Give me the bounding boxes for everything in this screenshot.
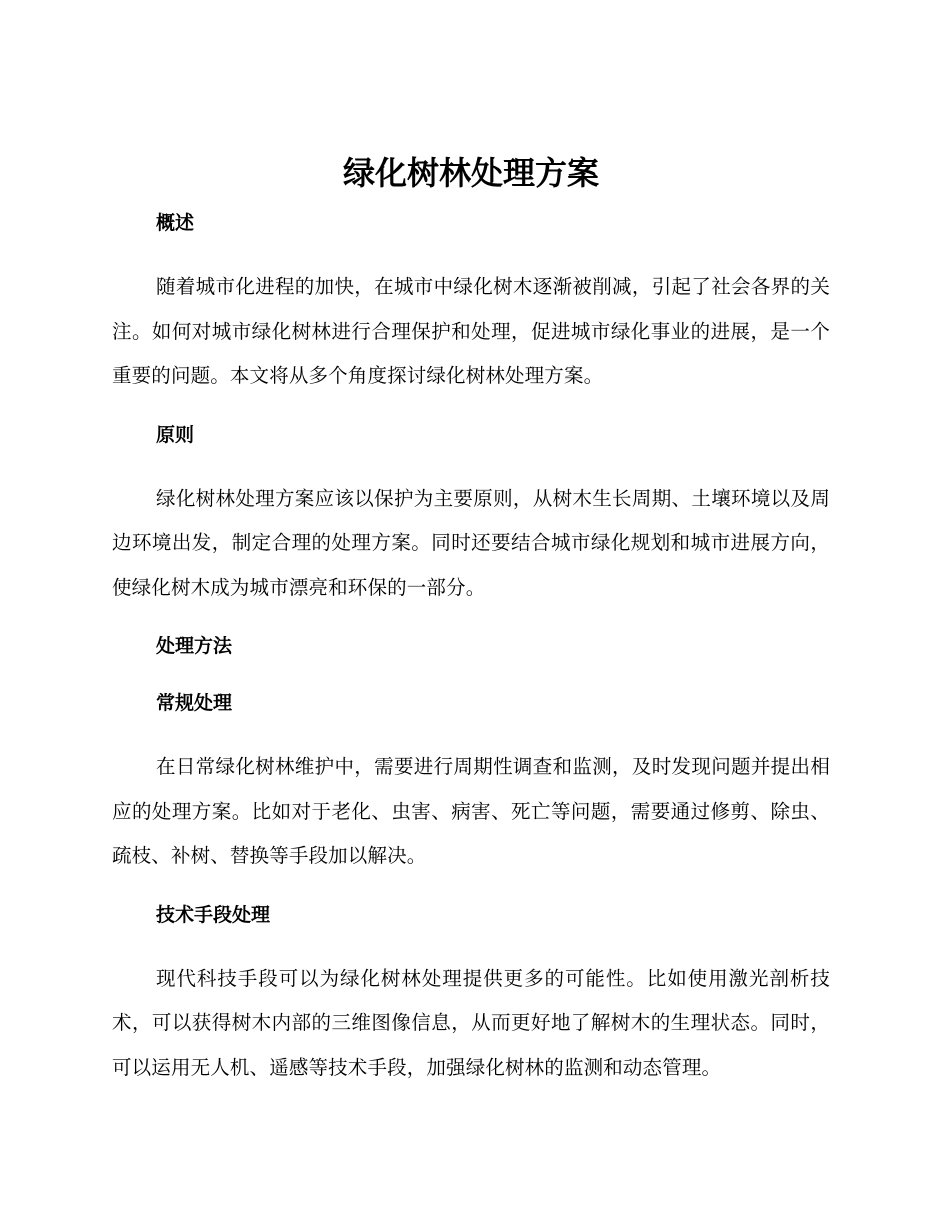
paragraph-routine: 在日常绿化树林维护中，需要进行周期性调查和监测，及时发现问题并提出相应的处理方案。比如对于老化、虫害、病害、死亡等问题，需要通过修剪、除虫、疏枝、补树、替换等手段加以解决。 — [112, 755, 830, 867]
paragraph-principles: 绿化树林处理方案应该以保护为主要原则，从树木生长周期、土壤环境以及周边环境出发，制定合理的处理方案。同时还要结合城市绿化规划和城市进展方向，使绿化树木成为城市漂亮和环保的一部分。 — [112, 486, 830, 599]
section-heading-routine: 常规处理 — [156, 692, 233, 714]
document-title: 绿化树林处理方案 — [342, 154, 599, 192]
section-heading-overview: 概述 — [156, 212, 195, 234]
paragraph-technology: 现代科技手段可以为绿化树林处理提供更多的可能性。比如使用激光剖析技术，可以获得树木内部的三维图像信息，从而更好地了解树木的生理状态。同时，可以运用无人机、遥感等技术手段，加强绿化树林的监测和动态管理。 — [112, 966, 830, 1079]
section-heading-principles: 原则 — [156, 423, 195, 446]
section-heading-methods: 处理方法 — [156, 635, 233, 657]
paragraph-overview: 随着城市化进程的加快，在城市中绿化树木逐渐被削减，引起了社会各界的关注。如何对城市绿化树林进行合理保护和处理，促进城市绿化事业的进展，是一个重要的问题。本文将从多个角度探讨绿化树林处理方案。 — [112, 275, 830, 387]
document-page — [112, 150, 830, 1090]
section-heading-technology: 技术手段处理 — [156, 903, 271, 926]
